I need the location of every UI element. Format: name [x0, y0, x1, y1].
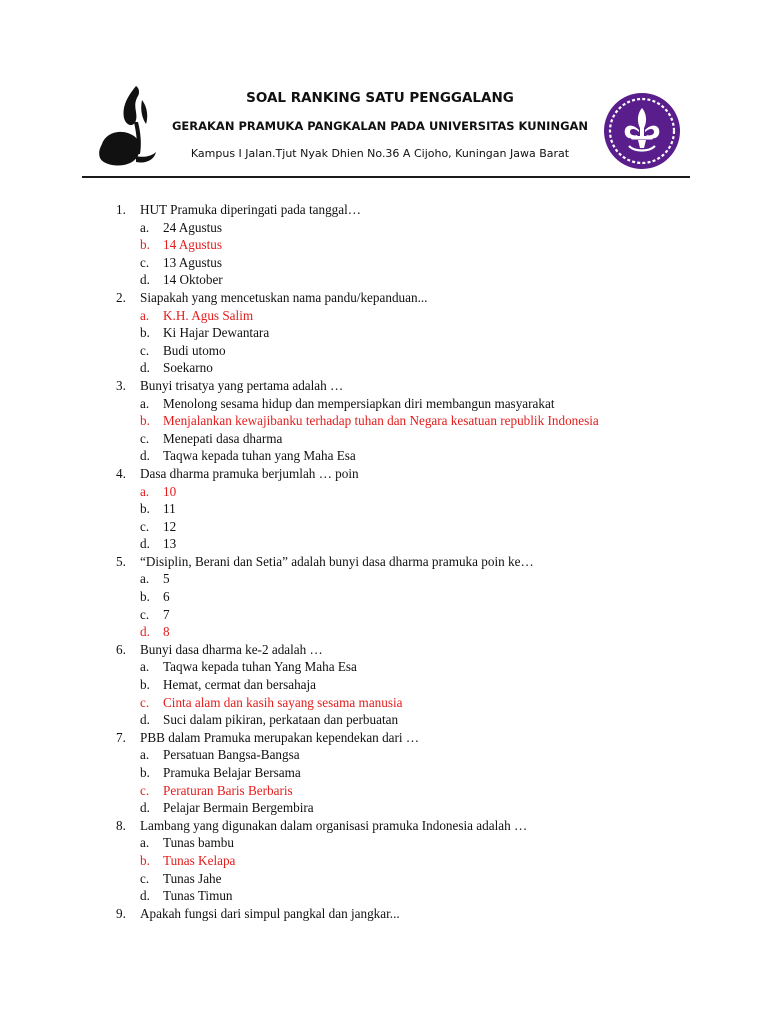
- option-letter: c.: [140, 254, 150, 270]
- option-letter: c.: [140, 606, 150, 622]
- option-text: Soekarno: [163, 360, 213, 376]
- option-text: Tunas Jahe: [163, 870, 222, 886]
- option-letter: a.: [140, 307, 150, 323]
- question-list: [0, 201, 768, 922]
- question-number: 7.: [116, 729, 126, 745]
- answer-option: [0, 219, 768, 237]
- option-text: Peraturan Baris Berbaris: [163, 782, 293, 798]
- answer-option-correct: [0, 412, 768, 430]
- answer-option-correct: [0, 307, 768, 325]
- option-letter: b.: [140, 589, 150, 605]
- question-line: [0, 729, 768, 747]
- question-line: [0, 377, 768, 395]
- option-letter: d.: [140, 272, 150, 288]
- question-item: [0, 905, 768, 923]
- answer-option-correct: [0, 623, 768, 641]
- question-text: Dasa dharma pramuka berjumlah … poin: [140, 465, 359, 481]
- answer-option: [0, 606, 768, 624]
- answer-option: [0, 254, 768, 272]
- question-text: Lambang yang digunakan dalam organisasi pramuka Indonesia adalah …: [140, 817, 528, 833]
- option-text: Taqwa kepada tuhan yang Maha Esa: [163, 448, 356, 464]
- question-text: Bunyi trisatya yang pertama adalah …: [140, 377, 344, 393]
- document-header: [0, 0, 768, 182]
- option-letter: d.: [140, 800, 150, 816]
- question-item: [0, 289, 768, 377]
- question-line: [0, 553, 768, 571]
- answer-option: [0, 658, 768, 676]
- option-text: 10: [163, 483, 177, 499]
- answer-option: [0, 570, 768, 588]
- option-text: Suci dalam pikiran, perkataan dan perbuatan: [163, 712, 399, 728]
- question-number: 6.: [116, 641, 126, 657]
- question-number: 8.: [116, 817, 126, 833]
- answer-option: [0, 834, 768, 852]
- answer-option: [0, 676, 768, 694]
- answer-option: [0, 588, 768, 606]
- question-item: [0, 641, 768, 729]
- option-text: 5: [163, 571, 170, 587]
- question-number: 4.: [116, 465, 126, 481]
- option-letter: d.: [140, 536, 150, 552]
- option-letter: b.: [140, 765, 150, 780]
- option-letter: b.: [140, 501, 150, 517]
- question-number: 2.: [116, 289, 126, 305]
- option-text: Menjalankan kewajibanku terhadap tuhan dan Negara kesatuan republik Indonesia: [163, 413, 599, 429]
- option-text: 14 Agustus: [163, 237, 222, 253]
- option-letter: b.: [140, 413, 150, 429]
- option-text: K.H. Agus Salim: [163, 307, 254, 323]
- option-letter: a.: [140, 835, 150, 851]
- question-text: Siapakah yang mencetuskan nama pandu/kepanduan...: [140, 289, 428, 305]
- question-text: “Disiplin, Berani dan Setia” adalah bunyi dasa dharma pramuka poin ke…: [140, 553, 534, 569]
- option-text: Persatuan Bangsa-Bangsa: [163, 747, 300, 763]
- option-letter: a.: [140, 483, 150, 499]
- option-text: Menepati dasa dharma: [163, 430, 283, 446]
- option-letter: d.: [140, 448, 150, 464]
- option-letter: a.: [140, 219, 150, 235]
- answer-option: [0, 887, 768, 905]
- answer-option: [0, 271, 768, 289]
- option-letter: a.: [140, 747, 150, 763]
- answer-option: [0, 746, 768, 764]
- option-text: 13 Agustus: [163, 254, 222, 270]
- answer-option: [0, 395, 768, 413]
- answer-option: [0, 799, 768, 817]
- option-text: Menolong sesama hidup dan mempersiapkan diri membangun masyarakat: [163, 395, 555, 411]
- tunas-kelapa-logo: [96, 84, 158, 170]
- option-text: 14 Oktober: [163, 272, 223, 288]
- question-line: [0, 465, 768, 483]
- header-divider: [82, 176, 690, 178]
- answer-option: [0, 500, 768, 518]
- option-letter: c.: [140, 870, 150, 886]
- answer-option: [0, 535, 768, 553]
- option-text: Tunas Timun: [163, 888, 233, 904]
- question-item: [0, 201, 768, 289]
- answer-option: [0, 342, 768, 360]
- option-letter: a.: [140, 571, 150, 587]
- document-address: Kampus I Jalan.Tjut Nyak Dhien No.36 A Cijoho, Kuningan Jawa Barat: [190, 147, 570, 160]
- option-letter: c.: [140, 342, 150, 358]
- option-letter: d.: [140, 624, 150, 640]
- answer-option-correct: [0, 483, 768, 501]
- question-text: PBB dalam Pramuka merupakan kependekan dari …: [140, 729, 420, 745]
- option-letter: b.: [140, 677, 150, 693]
- option-text: 11: [163, 501, 176, 517]
- question-item: [0, 729, 768, 817]
- question-item: [0, 465, 768, 553]
- option-text: Pramuka Belajar Bersama: [163, 765, 301, 780]
- answer-option: [0, 870, 768, 888]
- option-text: 13: [163, 536, 177, 552]
- option-letter: c.: [140, 782, 150, 798]
- question-number: 3.: [116, 377, 126, 393]
- option-letter: c.: [140, 430, 150, 446]
- option-text: 6: [163, 589, 170, 605]
- question-text: HUT Pramuka diperingati pada tanggal…: [140, 202, 361, 217]
- world-scout-emblem-logo: [603, 92, 681, 170]
- question-item: [0, 377, 768, 465]
- document-title: SOAL RANKING SATU PENGGALANG: [246, 90, 514, 106]
- option-text: Taqwa kepada tuhan Yang Maha Esa: [163, 659, 357, 675]
- answer-option: [0, 764, 768, 782]
- document-subtitle: GERAKAN PRAMUKA PANGKALAN PADA UNIVERSITAS KUNINGAN: [171, 119, 589, 133]
- question-number: 5.: [116, 553, 126, 569]
- option-text: Ki Hajar Dewantara: [163, 325, 270, 341]
- answer-option: [0, 447, 768, 465]
- answer-option-correct: [0, 782, 768, 800]
- option-text: Tunas bambu: [163, 835, 234, 851]
- question-line: [0, 641, 768, 659]
- answer-option-correct: [0, 236, 768, 254]
- option-text: Budi utomo: [163, 342, 226, 358]
- option-letter: c.: [140, 518, 150, 534]
- answer-option: [0, 430, 768, 448]
- question-line: [0, 201, 768, 219]
- option-letter: d.: [140, 360, 150, 376]
- option-letter: b.: [140, 237, 150, 253]
- option-letter: a.: [140, 395, 150, 411]
- option-letter: d.: [140, 888, 150, 904]
- question-number: 9.: [116, 905, 126, 921]
- question-line: [0, 289, 768, 307]
- question-text: Apakah fungsi dari simpul pangkal dan jangkar...: [140, 905, 400, 921]
- option-text: Cinta alam dan kasih sayang sesama manusia: [163, 694, 403, 710]
- answer-option: [0, 359, 768, 377]
- question-item: [0, 553, 768, 641]
- option-text: Tunas Kelapa: [163, 852, 236, 868]
- option-letter: a.: [140, 659, 150, 675]
- option-text: 12: [163, 518, 177, 534]
- answer-option-correct: [0, 852, 768, 870]
- answer-option: [0, 324, 768, 342]
- option-letter: b.: [140, 325, 150, 341]
- question-text: Bunyi dasa dharma ke-2 adalah …: [140, 641, 323, 657]
- option-text: Hemat, cermat dan bersahaja: [163, 677, 317, 693]
- question-item: [0, 817, 768, 905]
- option-letter: d.: [140, 712, 150, 728]
- option-text: Pelajar Bermain Bergembira: [163, 800, 314, 816]
- option-text: 8: [163, 624, 170, 640]
- option-letter: c.: [140, 694, 150, 710]
- answer-option: [0, 518, 768, 536]
- answer-option-correct: [0, 694, 768, 712]
- question-number: 1.: [116, 202, 126, 217]
- option-text: 7: [163, 606, 170, 622]
- question-line: [0, 817, 768, 835]
- option-letter: b.: [140, 852, 150, 868]
- answer-option: [0, 711, 768, 729]
- question-line: [0, 905, 768, 923]
- option-text: 24 Agustus: [163, 219, 222, 235]
